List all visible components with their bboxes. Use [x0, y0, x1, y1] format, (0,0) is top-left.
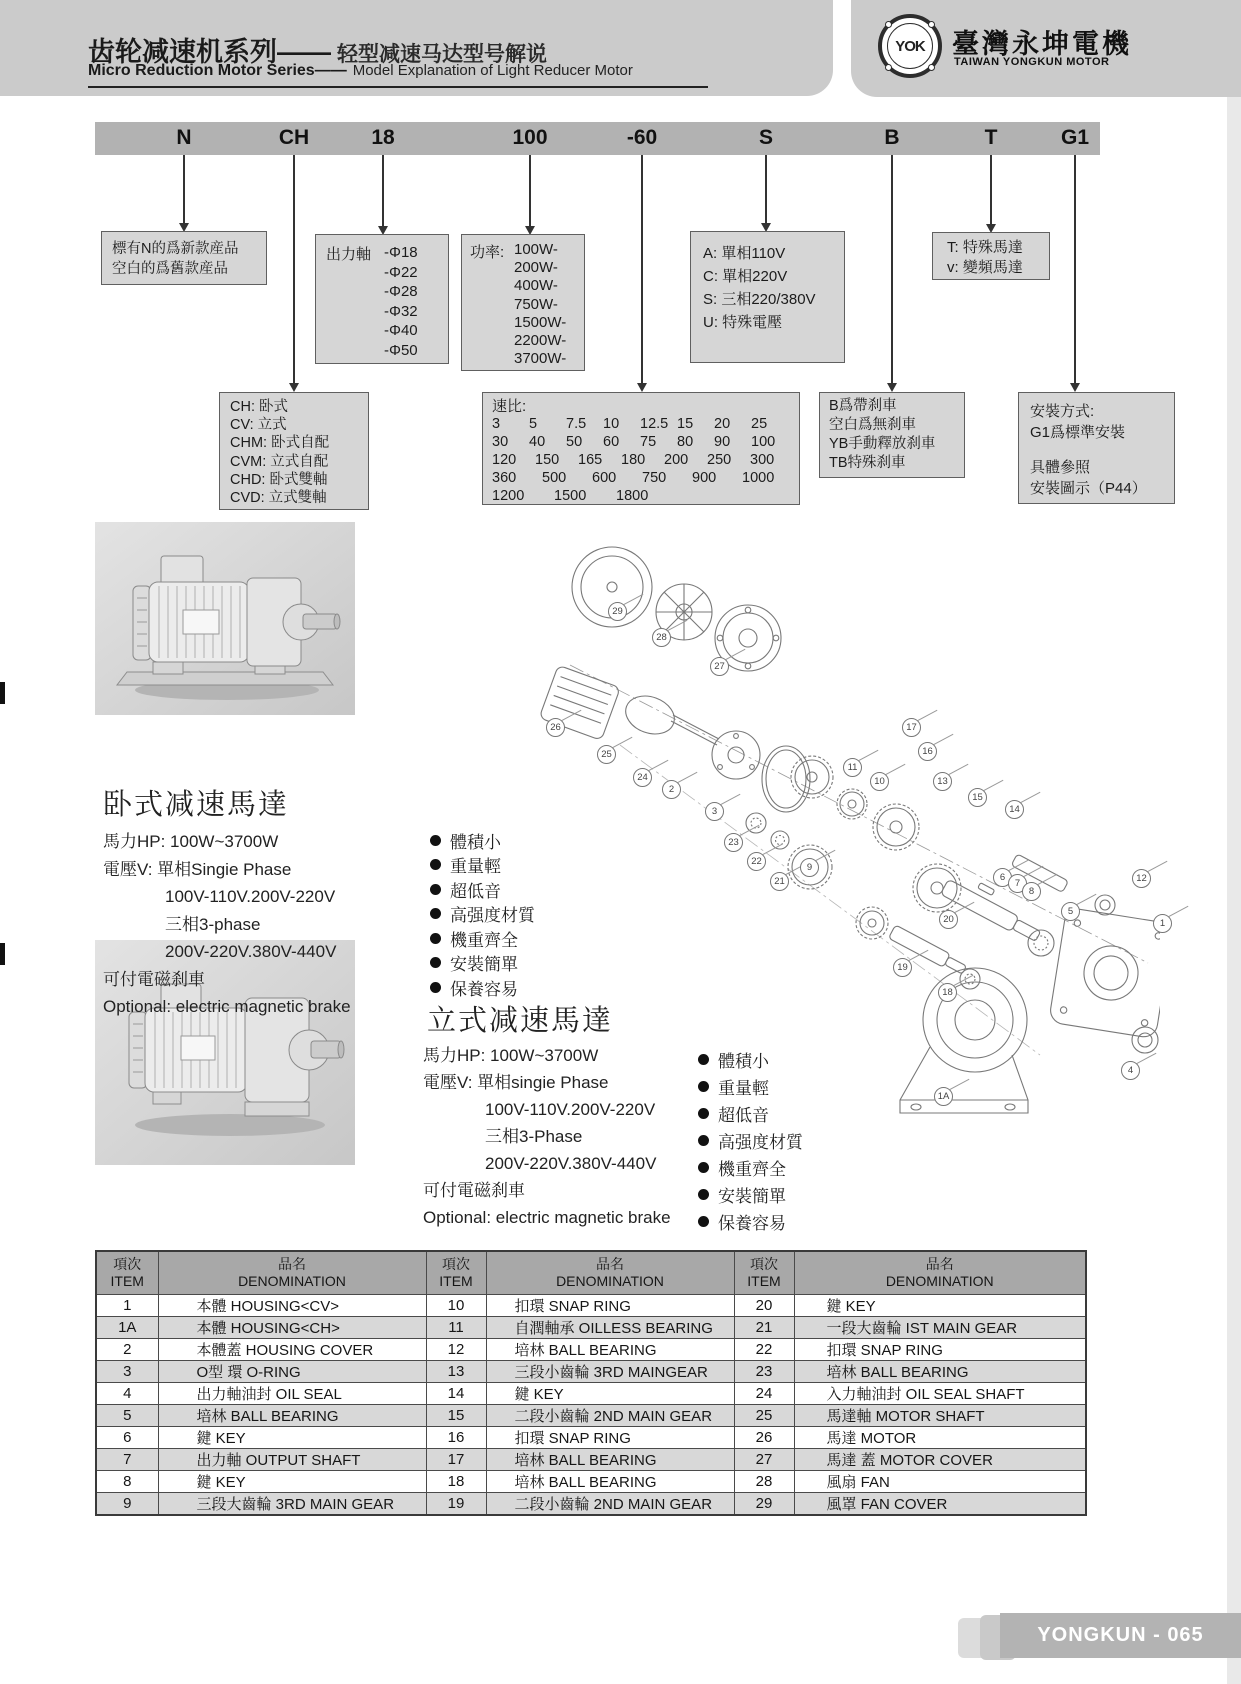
- ratio-value: 75: [640, 434, 657, 450]
- line: 標有N的爲新款産品: [112, 241, 239, 257]
- item-name: 培林 BALL BEARING: [158, 1405, 426, 1427]
- item-name: 入力軸油封 OIL SEAL SHAFT: [794, 1383, 1086, 1405]
- bullet-icon: [430, 957, 441, 968]
- company-name-zh: 臺灣永坤電機: [952, 29, 1132, 59]
- feature-label: 體積小: [718, 1052, 769, 1071]
- feature-label: 保養容易: [450, 979, 518, 999]
- feature-label: 高强度材質: [718, 1133, 803, 1152]
- line: 1500W-: [514, 313, 567, 331]
- item-name: 培林 BALL BEARING: [486, 1471, 734, 1493]
- item-no: 19: [426, 1493, 486, 1516]
- item-no: 11: [426, 1317, 486, 1339]
- feature-item: [698, 1181, 803, 1208]
- part-callout-4: 4: [1121, 1061, 1140, 1080]
- part-callout-18: 18: [938, 983, 957, 1002]
- table-row: [96, 1383, 1086, 1405]
- ratio-value: 100: [751, 434, 776, 450]
- item-name: 二段小齒輪 2ND MAIN GEAR: [486, 1405, 734, 1427]
- ratio-value: 90: [714, 434, 731, 450]
- table-row: [96, 1361, 1086, 1383]
- line: -Φ50: [384, 341, 418, 359]
- feature-label: 安裝簡單: [450, 955, 518, 975]
- line: -Φ22: [384, 263, 418, 281]
- line: CV: 立式: [230, 417, 287, 434]
- col-header-item: 項次 ITEM: [96, 1251, 158, 1295]
- item-no: 29: [734, 1493, 794, 1516]
- col-header-item: 項次 ITEM: [734, 1251, 794, 1295]
- part-callout-1: 1: [1153, 914, 1172, 933]
- line: 安裝方式:: [1030, 403, 1095, 420]
- item-name: 本體 HOUSING<CV>: [158, 1295, 426, 1317]
- table-row: [96, 1295, 1086, 1317]
- title-en-main: Micro Reduction Motor Series——: [88, 62, 347, 79]
- ratio-value: 80: [677, 434, 694, 450]
- item-no: 17: [426, 1449, 486, 1471]
- label: 速比:: [492, 398, 527, 415]
- legend-new-product: [101, 231, 267, 285]
- ratio-value: 600: [592, 470, 617, 486]
- page-number-label: YONGKUN - 065: [1037, 1624, 1204, 1646]
- line: TB特殊刹車: [829, 455, 906, 471]
- feature-label: 重量輕: [718, 1079, 769, 1098]
- part-callout-5: 5: [1061, 902, 1080, 921]
- line: 空白的爲舊款産品: [112, 260, 228, 277]
- item-no: 21: [734, 1317, 794, 1339]
- part-callout-20: 20: [939, 910, 958, 929]
- part-callout-26: 26: [546, 718, 565, 737]
- line: 空白爲無刹車: [829, 417, 916, 433]
- part-callout-9: 9: [800, 858, 819, 877]
- legend-brake: [819, 392, 965, 478]
- ratio-row: [492, 452, 799, 470]
- feature-label: 超低音: [450, 881, 501, 901]
- legend-special-motor: [932, 232, 1050, 280]
- item-no: 1: [96, 1295, 158, 1317]
- ratio-value: 165: [578, 452, 603, 468]
- item-name: O型 環 O-RING: [158, 1361, 426, 1383]
- model-code-bar: [95, 122, 1100, 155]
- legend-voltage: [690, 231, 845, 363]
- ratio-value: 360: [492, 470, 517, 486]
- section-heading-horizontal: 卧式减速馬達: [103, 789, 290, 821]
- section-heading-vertical: 立式减速馬達: [427, 1005, 614, 1037]
- item-no: 3: [96, 1361, 158, 1383]
- arrow-s: [765, 155, 767, 223]
- spec-line: 馬力HP: 100W~3700W: [423, 1046, 599, 1065]
- arrow-g1: [1074, 155, 1076, 383]
- part-callout-29: 29: [608, 602, 627, 621]
- line: -Φ18: [384, 244, 418, 261]
- line: YB手動釋放刹車: [829, 436, 936, 452]
- item-no: 8: [96, 1471, 158, 1493]
- item-name: 鍵 KEY: [158, 1427, 426, 1449]
- ratio-value: 25: [751, 416, 768, 432]
- item-no: 5: [96, 1405, 158, 1427]
- part-callout-19: 19: [893, 958, 912, 977]
- logo-bolt-icon: [885, 64, 892, 71]
- bullet-icon: [430, 859, 441, 870]
- line: -Φ32: [384, 302, 418, 320]
- table-row: [96, 1493, 1086, 1516]
- col-header-name: 品名 DENOMINATION: [158, 1251, 426, 1295]
- item-no: 7: [96, 1449, 158, 1471]
- line: CVD: 立式雙軸: [230, 490, 327, 507]
- spec-line: 三相3-Phase: [485, 1127, 583, 1146]
- ratio-value: 1500: [554, 488, 587, 504]
- crop-mark: [0, 943, 5, 965]
- arrow-n: [183, 155, 185, 223]
- item-no: 22: [734, 1339, 794, 1361]
- item-no: 9: [96, 1493, 158, 1516]
- line: CVM: 立式自配: [230, 453, 329, 470]
- ratio-row: [492, 488, 799, 506]
- item-no: 16: [426, 1427, 486, 1449]
- ratio-value: 500: [542, 470, 567, 486]
- company-logo-icon: [878, 14, 942, 78]
- item-name: 培林 BALL BEARING: [486, 1449, 734, 1471]
- arrow-18: [382, 155, 384, 226]
- item-name: 二段小齒輪 2ND MAIN GEAR: [486, 1493, 734, 1516]
- model-segment-100: 100: [512, 126, 548, 149]
- bullet-icon: [698, 1189, 709, 1200]
- item-name: 自潤軸承 OILLESS BEARING: [486, 1317, 734, 1339]
- item-name: 一段大齒輪 IST MAIN GEAR: [794, 1317, 1086, 1339]
- part-callout-6: 6: [993, 868, 1012, 887]
- spec-line: 三相3-phase: [165, 914, 261, 934]
- spec-line: 可付電磁刹車: [423, 1181, 525, 1200]
- ratio-value: 40: [529, 434, 546, 450]
- ratio-value: 1200: [492, 488, 525, 504]
- line: CH: 卧式: [230, 399, 288, 415]
- exploded-parts-diagram: [500, 515, 1160, 1165]
- feature-label: 保養容易: [718, 1214, 786, 1233]
- spec-line: 馬力HP: 100W~3700W: [103, 832, 279, 851]
- ratio-value: 20: [714, 416, 731, 432]
- ratio-value: 900: [692, 470, 717, 486]
- item-name: 本體 HOUSING<CH>: [158, 1317, 426, 1339]
- horizontal-specs: [103, 828, 351, 1021]
- bullet-icon: [698, 1216, 709, 1227]
- item-name: 出力軸 OUTPUT SHAFT: [158, 1449, 426, 1471]
- ratio-value: 180: [621, 452, 646, 468]
- item-no: 27: [734, 1449, 794, 1471]
- ratio-value: 120: [492, 452, 517, 468]
- title-zh-main: 齿轮减速机系列——: [88, 37, 331, 67]
- line: 安裝圖示（P44）: [1030, 480, 1147, 497]
- item-name: 馬達 MOTOR: [794, 1427, 1086, 1449]
- line: T: 特殊馬達: [947, 239, 1023, 256]
- item-name: 三段小齒輪 3RD MAINGEAR: [486, 1361, 734, 1383]
- col-header-item: 項次 ITEM: [426, 1251, 486, 1295]
- ratio-value: 12.5: [640, 416, 669, 432]
- spec-line: 200V-220V.380V-440V: [165, 942, 337, 961]
- part-callout-7: 7: [1008, 874, 1027, 893]
- ratio-value: 7.5: [566, 416, 587, 432]
- item-name: 鍵 KEY: [486, 1383, 734, 1405]
- part-callout-25: 25: [597, 745, 616, 764]
- item-name: 培林 BALL BEARING: [794, 1361, 1086, 1383]
- item-no: 15: [426, 1405, 486, 1427]
- item-no: 1A: [96, 1317, 158, 1339]
- ratio-value: 5: [529, 416, 538, 432]
- spec-line: 200V-220V.380V-440V: [485, 1154, 657, 1173]
- legend-install: [1018, 392, 1175, 504]
- part-callout-17: 17: [902, 718, 921, 737]
- feature-label: 機重齊全: [718, 1160, 786, 1179]
- bullet-icon: [430, 835, 441, 846]
- model-segment-18: 18: [371, 126, 395, 149]
- logo-bolt-icon: [928, 21, 935, 28]
- model-segment-g1: G1: [1060, 126, 1090, 149]
- item-no: 25: [734, 1405, 794, 1427]
- legend-power: [461, 234, 585, 371]
- ratio-value: 300: [750, 452, 775, 468]
- bullet-icon: [430, 982, 441, 993]
- bullet-icon: [430, 933, 441, 944]
- item-no: 2: [96, 1339, 158, 1361]
- bullet-icon: [430, 884, 441, 895]
- line: S: 三相220/380V: [703, 291, 816, 308]
- line: A: 單相110V: [703, 245, 786, 262]
- ratio-row: [492, 416, 799, 434]
- ratio-value: 60: [603, 434, 620, 450]
- feature-label: 體積小: [450, 832, 501, 852]
- model-segment-s: S: [758, 126, 774, 149]
- arrow-ch: [293, 155, 295, 383]
- part-callout-14: 14: [1005, 800, 1024, 819]
- line: 具體參照: [1030, 459, 1091, 476]
- line: 100W-: [514, 241, 558, 258]
- item-name: 馬達軸 MOTOR SHAFT: [794, 1405, 1086, 1427]
- item-name: 鍵 KEY: [158, 1471, 426, 1493]
- part-callout-11: 11: [843, 758, 862, 777]
- item-name: 三段大齒輪 3RD MAIN GEAR: [158, 1493, 426, 1516]
- arrow-t: [990, 155, 992, 224]
- line: 200W-: [514, 259, 558, 277]
- item-no: 13: [426, 1361, 486, 1383]
- feature-label: 安裝簡單: [718, 1187, 786, 1206]
- line: CHD: 卧式雙軸: [230, 471, 328, 488]
- line: -Φ28: [384, 283, 418, 300]
- item-no: 10: [426, 1295, 486, 1317]
- line: 3700W-: [514, 350, 567, 368]
- footer-page-bar: [1000, 1613, 1241, 1658]
- part-callout-23: 23: [724, 833, 743, 852]
- feature-label: 機重齊全: [450, 930, 518, 950]
- item-name: 扣環 SNAP RING: [486, 1295, 734, 1317]
- item-no: 28: [734, 1471, 794, 1493]
- item-no: 12: [426, 1339, 486, 1361]
- line: C: 單相220V: [703, 268, 788, 285]
- model-segment-t: T: [984, 126, 998, 149]
- parts-table: [95, 1250, 1087, 1516]
- ratio-value: 30: [492, 434, 509, 450]
- ratio-value: 1800: [616, 488, 649, 504]
- item-no: 26: [734, 1427, 794, 1449]
- table-row: [96, 1449, 1086, 1471]
- ratio-value: 15: [677, 416, 694, 432]
- item-no: 20: [734, 1295, 794, 1317]
- part-callout-13: 13: [933, 772, 952, 791]
- legend-speed-ratio: [482, 392, 800, 505]
- ratio-value: 200: [664, 452, 689, 468]
- ratio-value: 150: [535, 452, 560, 468]
- line: G1爲標準安裝: [1030, 424, 1126, 441]
- col-header-name: 品名 DENOMINATION: [486, 1251, 734, 1295]
- label: 功率:: [470, 244, 505, 261]
- feature-label: 高强度材質: [450, 906, 535, 926]
- logo-bolt-icon: [885, 21, 892, 28]
- crop-mark: [0, 682, 5, 704]
- part-callout-12: 12: [1132, 869, 1151, 888]
- label: 出力軸: [326, 246, 372, 263]
- spec-line: 100V-110V.200V-220V: [165, 887, 336, 906]
- item-no: 18: [426, 1471, 486, 1493]
- model-segment-n: N: [176, 126, 192, 149]
- page-title-en: [88, 62, 633, 80]
- spec-line: Optional: electric magnetic brake: [103, 997, 351, 1016]
- legend-mount-style: [219, 392, 369, 510]
- line: B爲帶刹車: [829, 398, 897, 414]
- ratio-value: 250: [707, 452, 732, 468]
- legend-output-shaft: [315, 234, 449, 364]
- title-underline: [88, 86, 708, 88]
- ratio-row: [492, 470, 799, 488]
- part-callout-21: 21: [770, 872, 789, 891]
- table-row: [96, 1317, 1086, 1339]
- ratio-value: 10: [603, 416, 620, 432]
- company-name-en: TAIWAN YONGKUN MOTOR: [954, 56, 1110, 68]
- spec-line: 可付電磁刹車: [103, 969, 205, 989]
- line: 750W-: [514, 295, 558, 313]
- arrow-60: [641, 155, 643, 383]
- feature-label: 重量輕: [450, 857, 501, 877]
- feature-label: 超低音: [718, 1106, 769, 1125]
- spec-line: Optional: electric magnetic brake: [423, 1208, 671, 1227]
- item-name: 鍵 KEY: [794, 1295, 1086, 1317]
- page-edge-strip: [1227, 97, 1241, 1684]
- ratio-value: 3: [492, 416, 501, 432]
- part-callout-22: 22: [747, 852, 766, 871]
- part-callout-2: 2: [662, 780, 681, 799]
- logo-mark: YOK: [887, 23, 933, 69]
- table-row: [96, 1339, 1086, 1361]
- line: U: 特殊電壓: [703, 314, 783, 331]
- line: 400W-: [514, 277, 558, 295]
- model-segment-b: B: [884, 126, 900, 149]
- part-callout-16: 16: [918, 742, 937, 761]
- horizontal-motor-photo: [95, 522, 355, 715]
- part-callout-27: 27: [710, 657, 729, 676]
- part-callout-28: 28: [652, 628, 671, 647]
- title-zh-sub: 轻型减速马达型号解说: [337, 43, 547, 66]
- item-name: 扣環 SNAP RING: [486, 1427, 734, 1449]
- title-en-sub: Model Explanation of Light Reducer Motor: [352, 62, 633, 79]
- part-callout-1A: 1A: [934, 1087, 953, 1106]
- part-callout-24: 24: [633, 768, 652, 787]
- exploded-diagram-area: [500, 515, 1166, 1165]
- arrow-100: [529, 155, 531, 226]
- item-name: 出力軸油封 OIL SEAL: [158, 1383, 426, 1405]
- part-callout-8: 8: [1022, 882, 1041, 901]
- model-segment-60: -60: [626, 126, 658, 149]
- item-name: 風扇 FAN: [794, 1471, 1086, 1493]
- table-row: [96, 1471, 1086, 1493]
- item-no: 6: [96, 1427, 158, 1449]
- col-header-name: 品名 DENOMINATION: [794, 1251, 1086, 1295]
- line: -Φ40: [384, 322, 418, 339]
- ratio-value: 50: [566, 434, 583, 450]
- line: CHM: 卧式自配: [230, 435, 330, 452]
- part-callout-10: 10: [870, 772, 889, 791]
- part-callout-3: 3: [705, 802, 724, 821]
- item-no: 14: [426, 1383, 486, 1405]
- table-row: [96, 1427, 1086, 1449]
- bullet-icon: [430, 908, 441, 919]
- spec-line: 100V-110V.200V-220V: [485, 1100, 656, 1119]
- logo-bolt-icon: [928, 64, 935, 71]
- ratio-value: 1000: [742, 470, 775, 486]
- feature-item: [698, 1208, 803, 1235]
- item-no: 4: [96, 1383, 158, 1405]
- arrow-b: [891, 155, 893, 383]
- table-header-row: [96, 1251, 1086, 1295]
- item-name: 培林 BALL BEARING: [486, 1339, 734, 1361]
- spec-line: 電壓V: 單相singie Phase: [423, 1073, 609, 1092]
- ratio-row: [492, 434, 799, 452]
- item-no: 23: [734, 1361, 794, 1383]
- spec-line: 電壓V: 單相Singie Phase: [103, 859, 292, 879]
- line: v: 變頻馬達: [947, 258, 1023, 276]
- item-name: 本體蓋 HOUSING COVER: [158, 1339, 426, 1361]
- line: 2200W-: [514, 332, 567, 350]
- item-name: 風罩 FAN COVER: [794, 1493, 1086, 1516]
- item-name: 馬達 蓋 MOTOR COVER: [794, 1449, 1086, 1471]
- ratio-value: 750: [642, 470, 667, 486]
- part-callout-15: 15: [968, 788, 987, 807]
- table-row: [96, 1405, 1086, 1427]
- model-segment-ch: CH: [278, 126, 310, 149]
- item-no: 24: [734, 1383, 794, 1405]
- item-name: 扣環 SNAP RING: [794, 1339, 1086, 1361]
